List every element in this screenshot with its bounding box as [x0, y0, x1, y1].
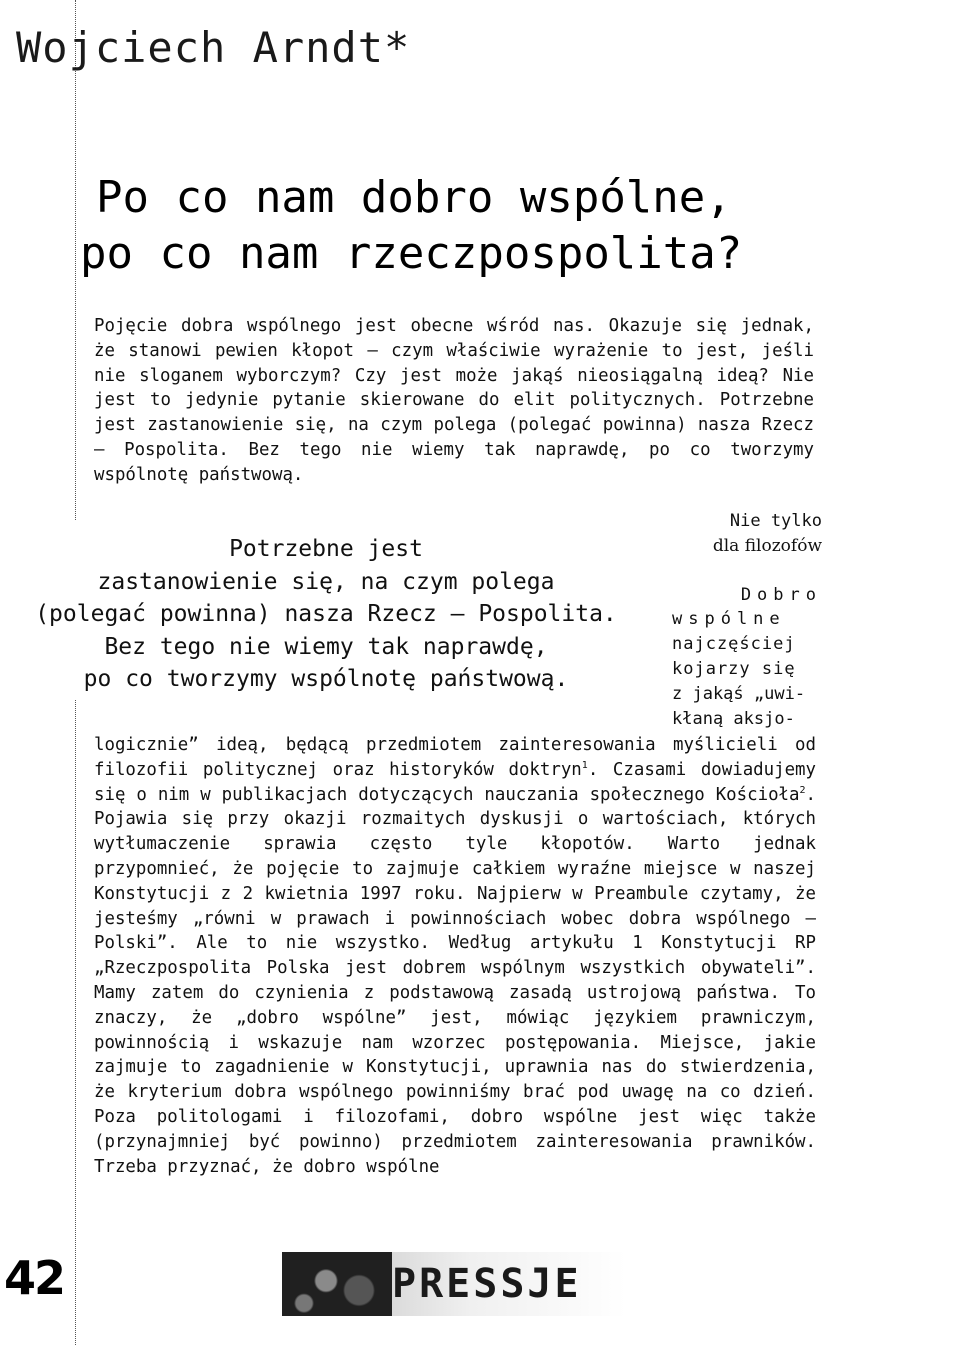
section-opening-line-6: kłaną aksjo- — [672, 708, 795, 729]
body-text-part-2: . Czasami dowiadujemy się o nim w publikacjach dotyczących nauczania społecznego Kościoła — [94, 759, 816, 805]
section-opening-line-4: kojarzy się — [672, 658, 796, 679]
section-opening-line-3: najczęściej — [672, 634, 796, 655]
article-title-line-1: Po co nam dobro wspólne, — [96, 172, 732, 223]
footnote-ref-2[interactable]: 2 — [799, 784, 806, 796]
section-heading — [672, 509, 822, 559]
margin-dotted-rule-bottom — [75, 700, 76, 1345]
section-opening — [672, 583, 822, 732]
pull-quote-line-2: zastanowienie się, na czym polega — [97, 568, 555, 595]
footnote-ref-1[interactable]: 1 — [581, 760, 588, 771]
lead-paragraph: Pojęcie dobra wspólnego jest obecne wśród nas. Okazuje się jednak, że stanowi pewien kłopot – czym właściwie wyrażenie to jest, jeśli nie sloganem wyborczym? Czy jest może jakąś nieosiągalną ideą? Nie jest to jedynie pytanie skierowane do elit politycznych. Potrzebne jest zastanowienie się, na czym polega (polegać powinna) nasza Rzecz – Pospolita. Bez tego nie wiemy tak naprawdę, po co tworzymy wspólnotę państwową. — [94, 316, 814, 485]
pull-quote — [0, 533, 652, 696]
section-heading-line-2: dla filozofów — [712, 535, 822, 556]
pull-quote-line-1: Potrzebne jest — [229, 536, 423, 562]
body-text-part-3: . Pojawia się przy okazji rozmaitych dyskusji o wartościach, których wytłumaczenie sprawia często tyle kłopotów. Warto jednak przypomnieć, że pojęcie to zajmuje całkiem wyraźne miejsce w naszej Konstytucji z 2 kwietnia 1997 roku. Najpierw w Preambule czytamy, że jesteśmy „równi w prawach i powinnościach wobec dobra wspólnego – Polski”. Ale to nie wszystko. Według artykułu 1 Konstytucji RP „Rzeczpospolita Polska jest dobrem wspólnym wszystkich obywateli”. Mamy zatem do czynienia z podstawową zasadą ustrojową państwa. To znaczy, że „dobro wspólne” jest, mówiąc językiem prawniczym, powinnością i wskazuje nam wzorzec postępowania. Miejsce, jakie zajmuje to zagadnienie w Konstytucji, uprawnia nas do stwierdzenia, że kryterium dobra wspólnego powinniśmy brać pod uwagę na co dzień. Poza politologami i filozofami, dobro wspólne jest więc także (przynajmniej być powinno) przedmiotem zainteresowania prawników. Trzeba przyznać, że dobro wspólne — [94, 784, 816, 1177]
section-opening-line-2: wspólne — [672, 609, 786, 630]
section-opening-line-5: z jakąś „uwi- — [672, 683, 806, 704]
section-opening-line-1: Dobro — [740, 584, 822, 605]
body-text-part-1: logicznie” ideą, będącą przedmiotem zainteresowania myślicieli od filozofii politycznej oraz historyków doktryn — [94, 735, 816, 780]
page-number: 42 — [4, 1251, 65, 1305]
margin-dotted-rule-top — [75, 0, 76, 520]
section-sidebar — [672, 509, 822, 731]
body-paragraph — [94, 733, 816, 1179]
article-title-line-2: po co nam rzeczpospolita? — [80, 228, 743, 279]
author-name: Wojciech Arndt* — [16, 23, 411, 72]
logo-text: PRESSJE — [392, 1261, 582, 1307]
section-heading-line-1: Nie tylko — [729, 511, 822, 531]
pressje-logo-banner — [282, 1252, 626, 1316]
pull-quote-line-5: po co tworzymy wspólnotę państwową. — [83, 666, 569, 692]
pull-quote-line-4: Bez tego nie wiemy tak naprawdę, — [104, 633, 548, 660]
pull-quote-line-3: (polegać powinna) nasza Rzecz – Pospolita. — [35, 601, 617, 627]
logo-photo-image — [282, 1252, 392, 1316]
article-title — [80, 170, 940, 282]
